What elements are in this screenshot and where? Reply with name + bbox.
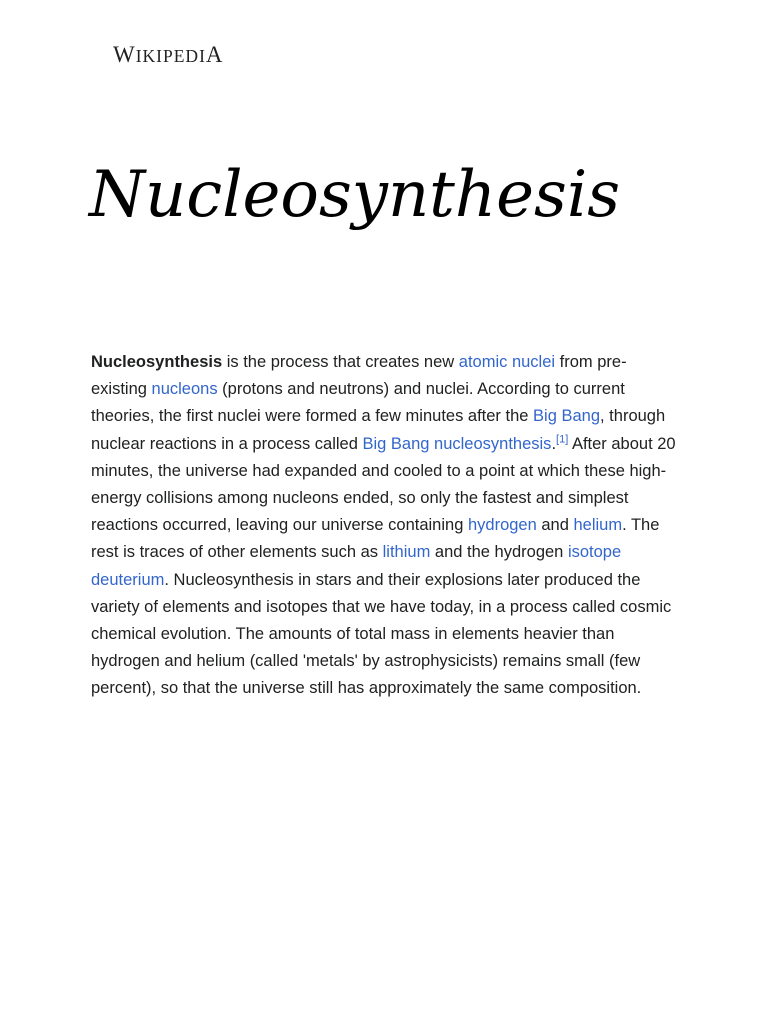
text-run: from pre-existing — [91, 353, 627, 399]
lead-paragraph — [91, 349, 681, 703]
link-helium[interactable]: helium — [573, 516, 623, 535]
text-run: . The rest is traces of other elements such as — [91, 516, 660, 562]
text-run: (protons and neutrons) and nuclei. According to current theories, the first nuclei were formed a few minutes after the — [91, 380, 625, 426]
link-big-bang-nucleosynthesis[interactable]: Big Bang nucleosynthesis — [362, 434, 552, 453]
text-run: After about 20 minutes, the universe had expanded and cooled to a point at which these high-energy collisions among nucleons ended, so only the fastest and simplest reactions occurred, leaving our universe containing — [91, 434, 676, 535]
text-run: and the hydrogen — [430, 543, 568, 562]
text-run: and — [536, 516, 574, 535]
text-run: , through nuclear reactions in a process called — [91, 407, 666, 453]
wikipedia-wordmark-logo[interactable] — [113, 42, 224, 68]
link-hydrogen[interactable]: hydrogen — [467, 516, 537, 535]
logo-last-letter: A — [205, 42, 224, 67]
logo-middle-letters: IKIPEDI — [135, 46, 206, 66]
page-title: Nucleosynthesis — [89, 158, 621, 232]
text-run: is the process that creates new — [222, 353, 459, 371]
logo-first-letter: W — [113, 42, 136, 67]
citation-link-1[interactable]: [1] — [556, 433, 569, 446]
link-isotope-deuterium[interactable]: isotope deuterium — [91, 543, 622, 589]
link-big-bang[interactable]: Big Bang — [533, 407, 601, 426]
text-run: . — [551, 434, 557, 453]
link-nucleons[interactable]: nucleons — [151, 380, 218, 399]
bold-term: Nucleosynthesis — [91, 353, 223, 371]
link-lithium[interactable]: lithium — [382, 543, 431, 562]
text-run: . Nucleosynthesis in stars and their explosions later produced the variety of elements and isotopes that we have today, in a process called cosmic chemical evolution. The amounts of total mass in elements heavier than hydrogen and helium (called 'metals' by astrophysicists) remains small (few percent), so that the universe still has approximately the same composition. — [91, 570, 672, 698]
link-atomic-nuclei[interactable]: atomic nuclei — [458, 353, 556, 371]
